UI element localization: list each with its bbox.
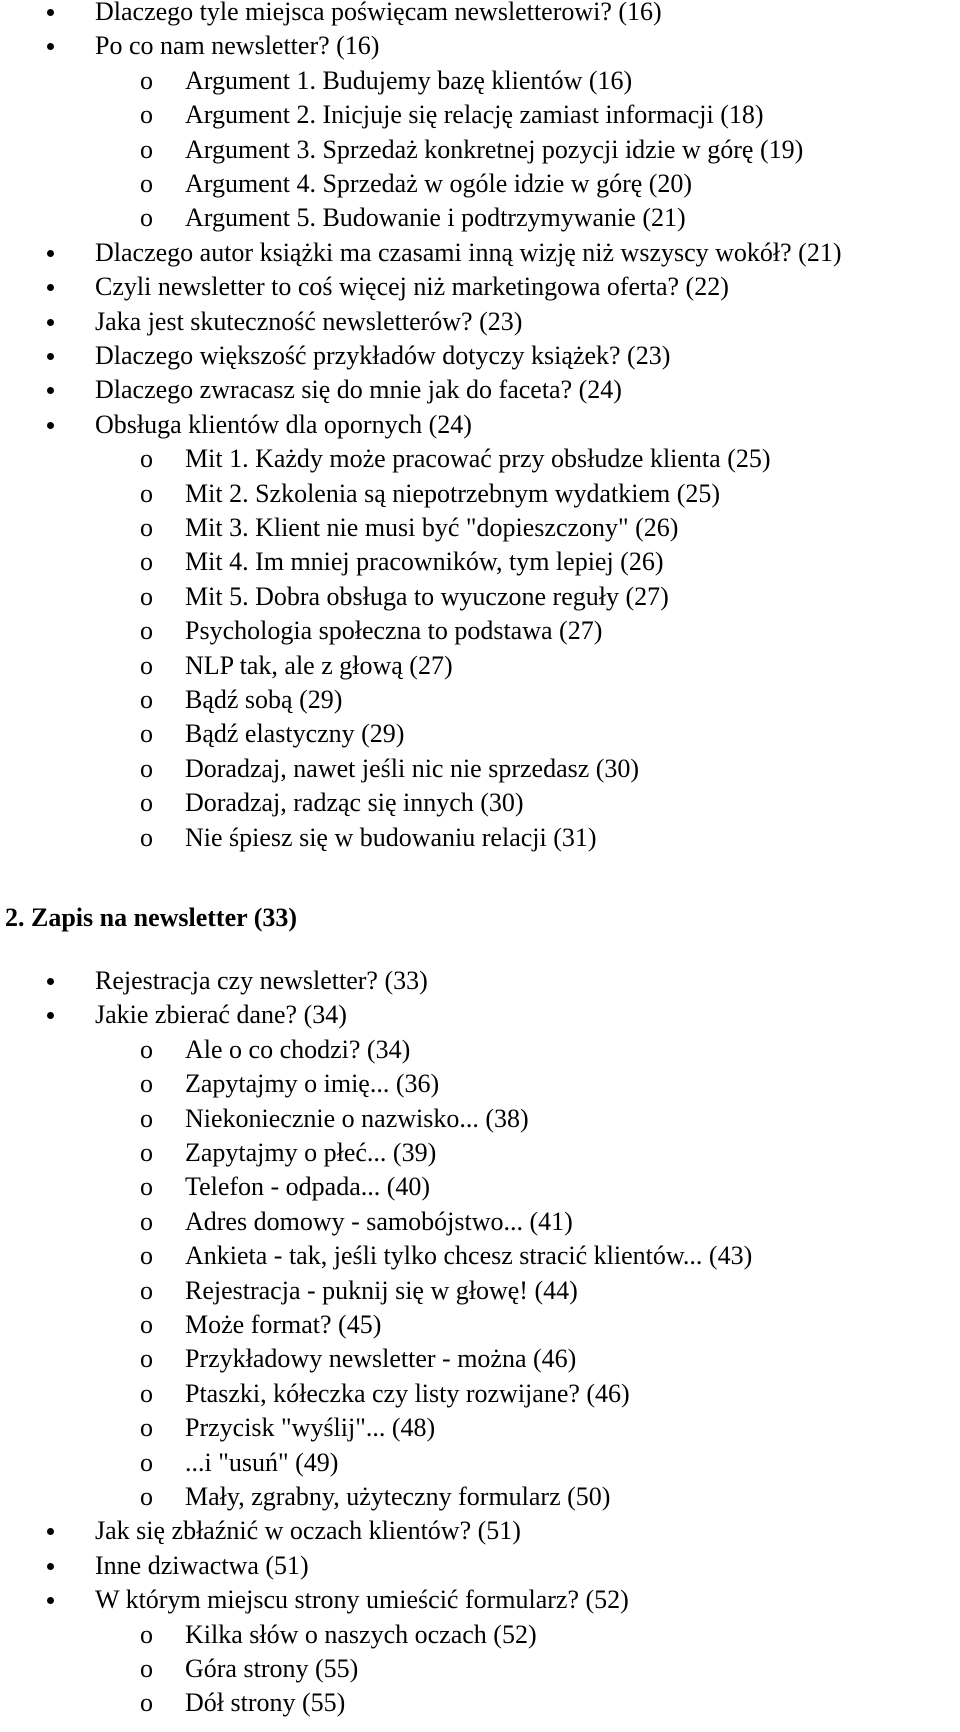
toc-entry-text: Może format? (45) (185, 1310, 382, 1339)
toc-entry-text: Mit 1. Każdy może pracować przy obsłudze klienta (25) (185, 444, 771, 474)
toc-entry-text: Dlaczego zwracasz się do mnie jak do faceta? (24) (95, 375, 622, 405)
toc-entry-text: Jakie zbierać dane? (34) (95, 1000, 347, 1030)
sub-bullet-marker: o (140, 1654, 153, 1683)
toc-entry-text: Mit 3. Klient nie musi być "dopieszczony" (26) (185, 513, 679, 542)
sub-bullet-marker: o (140, 1378, 153, 1408)
toc-entry-text: Po co nam newsletter? (16) (95, 31, 380, 61)
sub-bullet-marker: o (140, 788, 153, 818)
sub-bullet-marker: o (140, 1482, 153, 1511)
sub-bullet-marker: o (140, 616, 153, 646)
sub-bullet-marker: o (140, 1619, 153, 1649)
bullet-icon (47, 1528, 54, 1535)
toc-entry-text: Obsługa klientów dla opornych (24) (95, 409, 472, 439)
toc-entry-text: Jaka jest skuteczność newsletterów? (23) (95, 306, 523, 336)
sub-bullet-marker: o (140, 100, 153, 130)
toc-entry-text: Mit 4. Im mniej pracowników, tym lepiej (26) (185, 547, 664, 577)
toc-entry-text: Kilka słów o naszych oczach (52) (185, 1619, 537, 1649)
sub-bullet-marker: o (140, 1310, 153, 1339)
sub-bullet-marker: o (140, 1034, 153, 1064)
bullet-icon (47, 1563, 54, 1570)
toc-entry-text: Dół strony (55) (185, 1688, 346, 1718)
toc-entry-text: Ptaszki, kółeczka czy listy rozwijane? (46) (185, 1378, 630, 1408)
sub-bullet-marker: o (140, 1103, 153, 1133)
sub-bullet-marker: o (140, 547, 153, 577)
toc-entry-text: Ale o co chodzi? (34) (185, 1034, 411, 1064)
sub-bullet-marker: o (140, 444, 153, 474)
bullet-icon (47, 1012, 54, 1019)
toc-entry-text: Mit 2. Szkolenia są niepotrzebnym wydatkiem (25) (185, 478, 721, 508)
toc-entry-text: Nie śpiesz się w budowaniu relacji (31) (185, 822, 597, 852)
sub-bullet-marker: o (140, 1138, 153, 1167)
toc-entry-text: Inne dziwactwa (51) (95, 1550, 309, 1580)
sub-bullet-marker: o (140, 1069, 153, 1099)
section-heading-zapis-na-newsletter: 2. Zapis na newsletter (33) (5, 903, 298, 932)
sub-bullet-marker: o (140, 1447, 153, 1477)
toc-entry-text: Telefon - odpada... (40) (185, 1172, 431, 1202)
sub-bullet-marker: o (140, 650, 153, 680)
toc-entry-text: Przycisk "wyślij"... (48) (185, 1413, 436, 1443)
sub-bullet-marker: o (140, 719, 153, 749)
toc-entry-text: Argument 5. Budowanie i podtrzymywanie (21) (185, 203, 686, 233)
sub-bullet-marker: o (140, 685, 153, 714)
toc-entry-text: Czyli newsletter to coś więcej niż marketingowa oferta? (22) (95, 272, 729, 302)
sub-bullet-marker: o (140, 169, 153, 198)
toc-entry-text: Doradzaj, radząc się innych (30) (185, 788, 524, 818)
toc-entry-text: Niekoniecznie o nazwisko... (38) (185, 1103, 529, 1133)
sub-bullet-marker: o (140, 1172, 153, 1202)
sub-bullet-marker: o (140, 478, 153, 508)
toc-entry-text: Psychologia społeczna to podstawa (27) (185, 616, 603, 646)
sub-bullet-marker: o (140, 1206, 153, 1236)
toc-entry-text: Rejestracja czy newsletter? (33) (95, 966, 428, 995)
toc-entry-text: Argument 3. Sprzedaż konkretnej pozycji idzie w górę (19) (185, 134, 804, 164)
toc-entry-text: Ankieta - tak, jeśli tylko chcesz stracić klientów... (43) (185, 1241, 753, 1271)
sub-bullet-marker: o (140, 753, 153, 783)
toc-entry-text: Zapytajmy o płeć... (39) (185, 1138, 437, 1167)
sub-bullet-marker: o (140, 203, 153, 233)
toc-entry-text: Bądź sobą (29) (185, 685, 343, 714)
toc-entry-text: Bądź elastyczny (29) (185, 719, 405, 749)
toc-entry-text: Argument 2. Inicjuje się relację zamiast informacji (18) (185, 100, 764, 130)
sub-bullet-marker: o (140, 513, 153, 542)
toc-entry-text: Adres domowy - samobójstwo... (41) (185, 1206, 573, 1236)
toc-entry-text: Jak się zbłaźnić w oczach klientów? (51) (95, 1516, 521, 1546)
sub-bullet-marker: o (140, 822, 153, 852)
bullet-icon (47, 978, 54, 985)
toc-entry-text: Mit 5. Dobra obsługa to wyuczone reguły (27) (185, 581, 669, 611)
toc-entry-text: NLP tak, ale z głową (27) (185, 650, 453, 680)
toc-entry-text: Góra strony (55) (185, 1654, 359, 1683)
sub-bullet-marker: o (140, 1241, 153, 1271)
toc-entry-text: ...i "usuń" (49) (185, 1447, 339, 1477)
toc-entry-text: Przykładowy newsletter - można (46) (185, 1344, 577, 1374)
toc-entry-text: Dlaczego większość przykładów dotyczy książek? (23) (95, 341, 671, 370)
sub-bullet-marker: o (140, 65, 153, 95)
toc-entry-text: Dlaczego autor książki ma czasami inną wizję niż wszyscy wokół? (21) (95, 237, 842, 267)
toc-entry-text: W którym miejscu strony umieścić formularz? (52) (95, 1585, 629, 1615)
bullet-icon (47, 1597, 54, 1604)
toc-entry-text: Mały, zgrabny, użyteczny formularz (50) (185, 1482, 611, 1511)
toc-entry-text: Rejestracja - puknij się w głowę! (44) (185, 1275, 578, 1305)
toc-entry-text: Argument 1. Budujemy bazę klientów (16) (185, 65, 633, 95)
toc-entry-text: Zapytajmy o imię... (36) (185, 1069, 440, 1099)
toc-entry-text: Dlaczego tyle miejsca poświęcam newsletterowi? (16) (95, 0, 662, 26)
sub-bullet-marker: o (140, 1688, 153, 1718)
toc-entry-text: Argument 4. Sprzedaż w ogóle idzie w górę (20) (185, 169, 693, 198)
sub-bullet-marker: o (140, 1344, 153, 1374)
sub-bullet-marker: o (140, 581, 153, 611)
toc-entry-text: Doradzaj, nawet jeśli nic nie sprzedasz (30) (185, 753, 640, 783)
sub-bullet-marker: o (140, 134, 153, 164)
sub-bullet-marker: o (140, 1413, 153, 1443)
sub-bullet-marker: o (140, 1275, 153, 1305)
